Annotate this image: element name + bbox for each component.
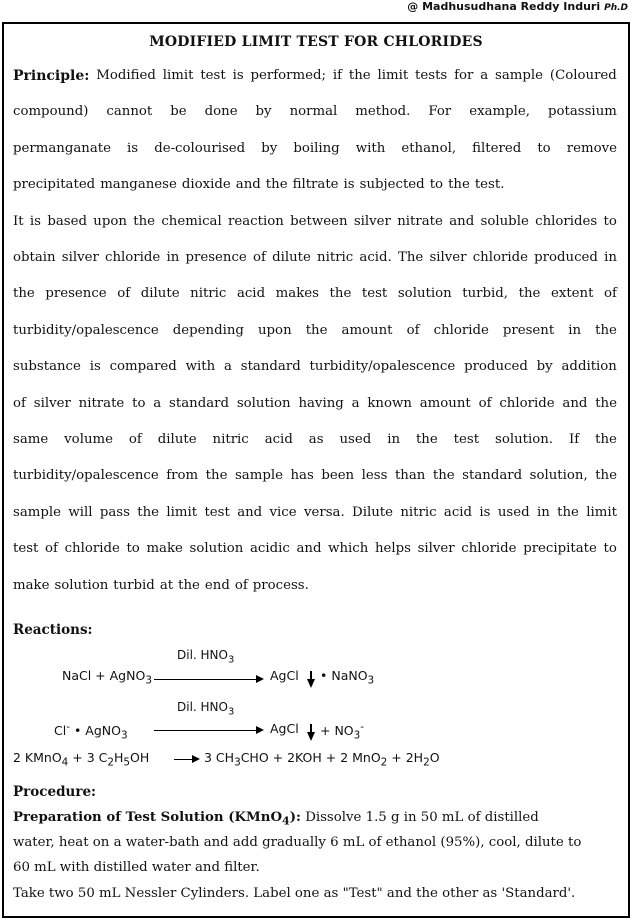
principle-word: acid (236, 286, 266, 302)
principle-word: test (361, 286, 388, 302)
principle-word: chloride (499, 395, 555, 411)
principle-line (13, 468, 617, 483)
principle-word: cannot (106, 104, 153, 120)
principle-word: is (127, 140, 139, 156)
principle-word: silver (417, 541, 455, 557)
principle-word: solution (236, 395, 291, 411)
principle-word: to (537, 140, 551, 156)
precipitate-arrow-icon (307, 732, 315, 741)
principle-word: in (568, 322, 582, 338)
principle-word: to (603, 541, 617, 557)
principle-word: will (68, 504, 93, 520)
principle-word: the (595, 322, 617, 338)
principle-word: the (13, 286, 35, 302)
principle-word: nitrate (397, 213, 443, 229)
principle-word: the (348, 68, 371, 83)
reaction1-arrow (154, 679, 262, 680)
principle-word: and (237, 504, 263, 520)
principle-word: than (394, 468, 426, 484)
principle-word: permanganate (13, 140, 111, 156)
principle-word: nitric (400, 504, 437, 520)
principle-word: is (232, 68, 244, 83)
principle-word: volume (64, 432, 113, 447)
principle-word: test (204, 504, 230, 520)
principle-word: chloride (461, 541, 517, 557)
principle-word: standard (240, 359, 301, 375)
principle-word: chloride (64, 541, 120, 557)
principle-word: by (255, 104, 272, 120)
principle-word: less (361, 468, 388, 484)
principle-word: present (502, 322, 555, 338)
principle-word: as (308, 432, 324, 447)
principle-word: nitric (212, 432, 249, 447)
principle-word: silver (61, 250, 99, 265)
principle-word: to (132, 395, 146, 411)
principle-word: based (47, 213, 87, 229)
principle-word: solution (189, 541, 244, 557)
principle-word: upon (93, 213, 127, 229)
principle-word: having (298, 395, 344, 411)
principle-label: Principle: (13, 68, 90, 84)
principle-word: method. (355, 104, 411, 120)
principle-word: which (328, 541, 369, 557)
principle-word: substance (13, 359, 81, 375)
principle-word: with (355, 140, 386, 156)
reaction2-arrow (154, 730, 262, 731)
principle-word: obtain (13, 250, 56, 265)
principle-line (13, 541, 617, 556)
principle-word: between (290, 213, 348, 229)
principle-word: limit (586, 504, 617, 520)
document-frame (2, 22, 630, 918)
principle-word: dilute (140, 286, 180, 302)
preparation-line-3: 60 mL with distilled water and filter. (13, 860, 260, 875)
principle-word: Dilute (352, 504, 393, 520)
principle-word: the (432, 468, 455, 484)
principle-word: been (321, 468, 355, 484)
principle-word: boiling (293, 140, 340, 156)
principle-word: limit (162, 68, 194, 83)
principle-word: For (428, 104, 452, 120)
principle-word: with (185, 359, 216, 375)
principle-word: of (252, 250, 266, 265)
principle-word: pass (99, 504, 130, 520)
principle-word: by (536, 359, 553, 375)
principle-word: amount (419, 395, 471, 411)
principle-word: subjected (359, 177, 425, 193)
principle-word: the (448, 177, 470, 193)
principle-line (13, 432, 617, 447)
principle-word: addition (561, 359, 617, 375)
principle-word: in (387, 432, 401, 447)
principle-word: produced (534, 250, 598, 265)
principle-word: silver (429, 250, 467, 265)
principle-word: at (159, 577, 174, 593)
principle-word: acidic (249, 541, 290, 557)
page-title: MODIFIED LIMIT TEST FOR CHLORIDES (149, 34, 483, 50)
principle-word: from (166, 468, 199, 484)
principle-line (13, 323, 617, 338)
principle-word: known (367, 395, 412, 411)
reaction1-reactants: NaCl + AgNO$_3$ (62, 668, 152, 687)
principle-word: de-colourised (154, 140, 246, 156)
principle-word: nitric (317, 250, 354, 265)
principle-word: chlorides (535, 213, 598, 229)
principle-line (13, 250, 617, 265)
principle-word: make (146, 541, 183, 557)
principle-line (13, 214, 617, 229)
principle-word: dioxide (181, 177, 231, 193)
principle-word: is (29, 213, 41, 229)
principle-word: the (178, 577, 200, 593)
procedure-heading: Procedure: (13, 784, 97, 800)
principle-word: solution (54, 577, 109, 593)
principle-word: standard (462, 468, 523, 484)
principle-line (13, 578, 617, 593)
principle-word: of (128, 432, 142, 447)
principle-word: precipitate (523, 541, 597, 557)
principle-line (13, 141, 617, 156)
principle-word: nitrate (78, 395, 125, 411)
principle-word: example, (469, 104, 531, 120)
reaction2-reactants: Cl- • AgNO$_3$ (54, 721, 128, 742)
principle-word: the (205, 468, 228, 484)
principle-word: makes (275, 286, 319, 302)
principle-word: has (290, 468, 314, 484)
reaction1-product-a: AgCl (270, 668, 299, 683)
principle-word: dilute (272, 250, 311, 265)
principle-word: normal (289, 104, 338, 120)
preparation-text-1: Dissolve 1.5 g in 50 mL of distilled (305, 810, 539, 825)
principle-word: to (429, 177, 444, 193)
reaction1-product-b: • NaNO$_3$ (320, 668, 375, 687)
author-name: @ Madhusudhana Reddy Induri (407, 0, 601, 13)
principle-word: the (305, 322, 328, 338)
principle-word: limit (377, 68, 409, 83)
principle-word: of (117, 286, 131, 302)
principle-word: if (332, 68, 343, 83)
principle-word: extent (550, 286, 594, 302)
principle-word: used (339, 432, 372, 447)
principle-word: versa. (303, 504, 345, 520)
preparation-line-1 (13, 810, 623, 828)
principle-word: of (478, 395, 492, 411)
principle-word: in (604, 250, 617, 265)
principle-word: the (133, 213, 156, 229)
principle-word: sample (13, 504, 61, 520)
principle-word: is (343, 177, 355, 193)
reaction2-product-a: AgCl (270, 721, 299, 736)
principle-word: the (137, 504, 160, 520)
principle-word: same (13, 432, 49, 447)
principle-word: presence (185, 250, 247, 265)
principle-word: solution. (495, 432, 554, 447)
principle-word: turbidity/opalescence (309, 359, 456, 375)
principle-word: solution (397, 286, 452, 302)
reaction3-reactants: 2 KMnO$_4$ + 3 $C_2H_5OH$ (13, 750, 150, 769)
principle-word: test. (474, 177, 505, 193)
principle-word: produced (464, 359, 528, 375)
principle-word: dilute (157, 432, 197, 447)
principle-word: in (536, 504, 550, 520)
principle-word: depending (172, 322, 244, 338)
principle-word: for (454, 68, 474, 83)
principle-word: amount (341, 322, 393, 338)
principle-word: done (204, 104, 238, 120)
cylinder-instruction: Take two 50 mL Nessler Cylinders. Label one as "Test" and the other as 'Standard'. (13, 886, 576, 901)
principle-word: to (126, 541, 140, 557)
principle-word: It (13, 213, 24, 229)
principle-word: filtered (472, 140, 522, 156)
principle-word: used (497, 504, 530, 520)
principle-word: (Coloured (549, 68, 617, 83)
preparation-line-2: water, heat on a water-bath and add gradually 6 mL of ethanol (95%), cool, dilute to (13, 835, 582, 850)
principle-word: test (200, 68, 226, 83)
principle-word: turbidity/opalescence (13, 322, 159, 338)
reaction3-products: 3 $CH_3CHO + 2KOH + 2$ $MnO_2 + 2H_2O$ (204, 750, 440, 769)
principle-word: test (453, 432, 480, 447)
principle-word: turbid (113, 577, 155, 593)
principle-word: ethanol, (401, 140, 457, 156)
principle-word: If (568, 432, 580, 447)
principle-word: and (562, 395, 588, 411)
principle-word: standard (169, 395, 229, 411)
principle-word: sample (234, 468, 283, 484)
principle-word: nitric (190, 286, 227, 302)
principle-word: manganese (100, 177, 177, 193)
principle-word: soluble (480, 213, 529, 229)
principle-word: of (406, 322, 420, 338)
principle-word: of (234, 577, 248, 593)
principle-line (13, 505, 617, 520)
principle-word: a (153, 395, 162, 411)
principle-word: precipitated (13, 177, 96, 193)
principle-word: compared (109, 359, 177, 375)
principle-word: chloride (472, 250, 528, 265)
principle-word: reaction (228, 213, 284, 229)
principle-word: process. (252, 577, 309, 593)
principle-word: the (265, 177, 288, 193)
principle-word: solution, (529, 468, 588, 484)
principle-word: the (329, 286, 352, 302)
principle-word: is (479, 504, 491, 520)
principle-word: is (89, 359, 101, 375)
principle-word: Modified (96, 68, 156, 83)
principle-word: the (595, 468, 617, 484)
principle-word: sample (495, 68, 544, 83)
principle-word: the (595, 432, 617, 447)
author-degree: Ph.D (604, 3, 628, 13)
principle-word: a (351, 395, 360, 411)
principle-word: chloride (105, 250, 161, 265)
principle-word: silver (33, 395, 71, 411)
principle-line (13, 396, 617, 411)
principle-word: by (261, 140, 278, 156)
principle-word: filtrate (292, 177, 339, 193)
author-credit (407, 0, 628, 13)
principle-line (13, 286, 617, 301)
principle-word: of (604, 286, 617, 302)
principle-word: and (449, 213, 475, 229)
principle-word: silver (353, 213, 391, 229)
principle-word: chemical (161, 213, 222, 229)
principle-word: be (170, 104, 187, 120)
principle-word: upon (257, 322, 292, 338)
principle-word: helps (374, 541, 411, 557)
principle-word: in (166, 250, 180, 265)
principle-word: test (13, 541, 39, 557)
principle-word: presence (45, 286, 107, 302)
principle-word: potassium (548, 104, 617, 120)
principle-word: acid (443, 504, 473, 520)
principle-word: the (415, 432, 438, 447)
reaction2-product-b: + $NO_3^-$ (320, 721, 365, 742)
principle-line (13, 359, 617, 374)
principle-word: the (557, 504, 579, 520)
reactions-heading: Reactions: (13, 622, 93, 638)
precipitate-arrow-icon (307, 679, 315, 688)
principle-line (13, 104, 617, 119)
principle-word: turbid, (462, 286, 509, 302)
principle-word: of (45, 541, 58, 557)
principle-word: end (204, 577, 230, 593)
principle-word: performed; (250, 68, 326, 83)
principle-word: remove (566, 140, 617, 156)
principle-line (13, 68, 617, 84)
principle-word: limit (166, 504, 198, 520)
principle-word: turbidity/opalescence (13, 468, 159, 484)
principle-word: the (595, 395, 617, 411)
principle-word: compound) (13, 104, 89, 120)
principle-word: the (518, 286, 541, 302)
principle-word: a (480, 68, 489, 83)
reaction1-condition: Dil. $HNO_3$ (177, 648, 235, 666)
principle-line (13, 177, 617, 192)
preparation-label: Preparation of Test Solution (KMnO$_4$): (13, 810, 301, 828)
principle-word: a (224, 359, 232, 375)
principle-word: to (603, 213, 617, 229)
principle-word: vice (269, 504, 297, 520)
principle-word: and (296, 541, 322, 557)
principle-word: tests (415, 68, 448, 83)
principle-word: The (397, 250, 424, 265)
principle-word: make (13, 577, 50, 593)
principle-word: of (13, 395, 26, 411)
reaction3-arrow (174, 759, 198, 760)
reaction2-condition: Dil. $HNO_3$ (177, 700, 235, 718)
principle-word: acid (264, 432, 293, 447)
principle-word: chloride (433, 322, 489, 338)
principle-word: acid. (359, 250, 392, 265)
principle-word: and (235, 177, 261, 193)
